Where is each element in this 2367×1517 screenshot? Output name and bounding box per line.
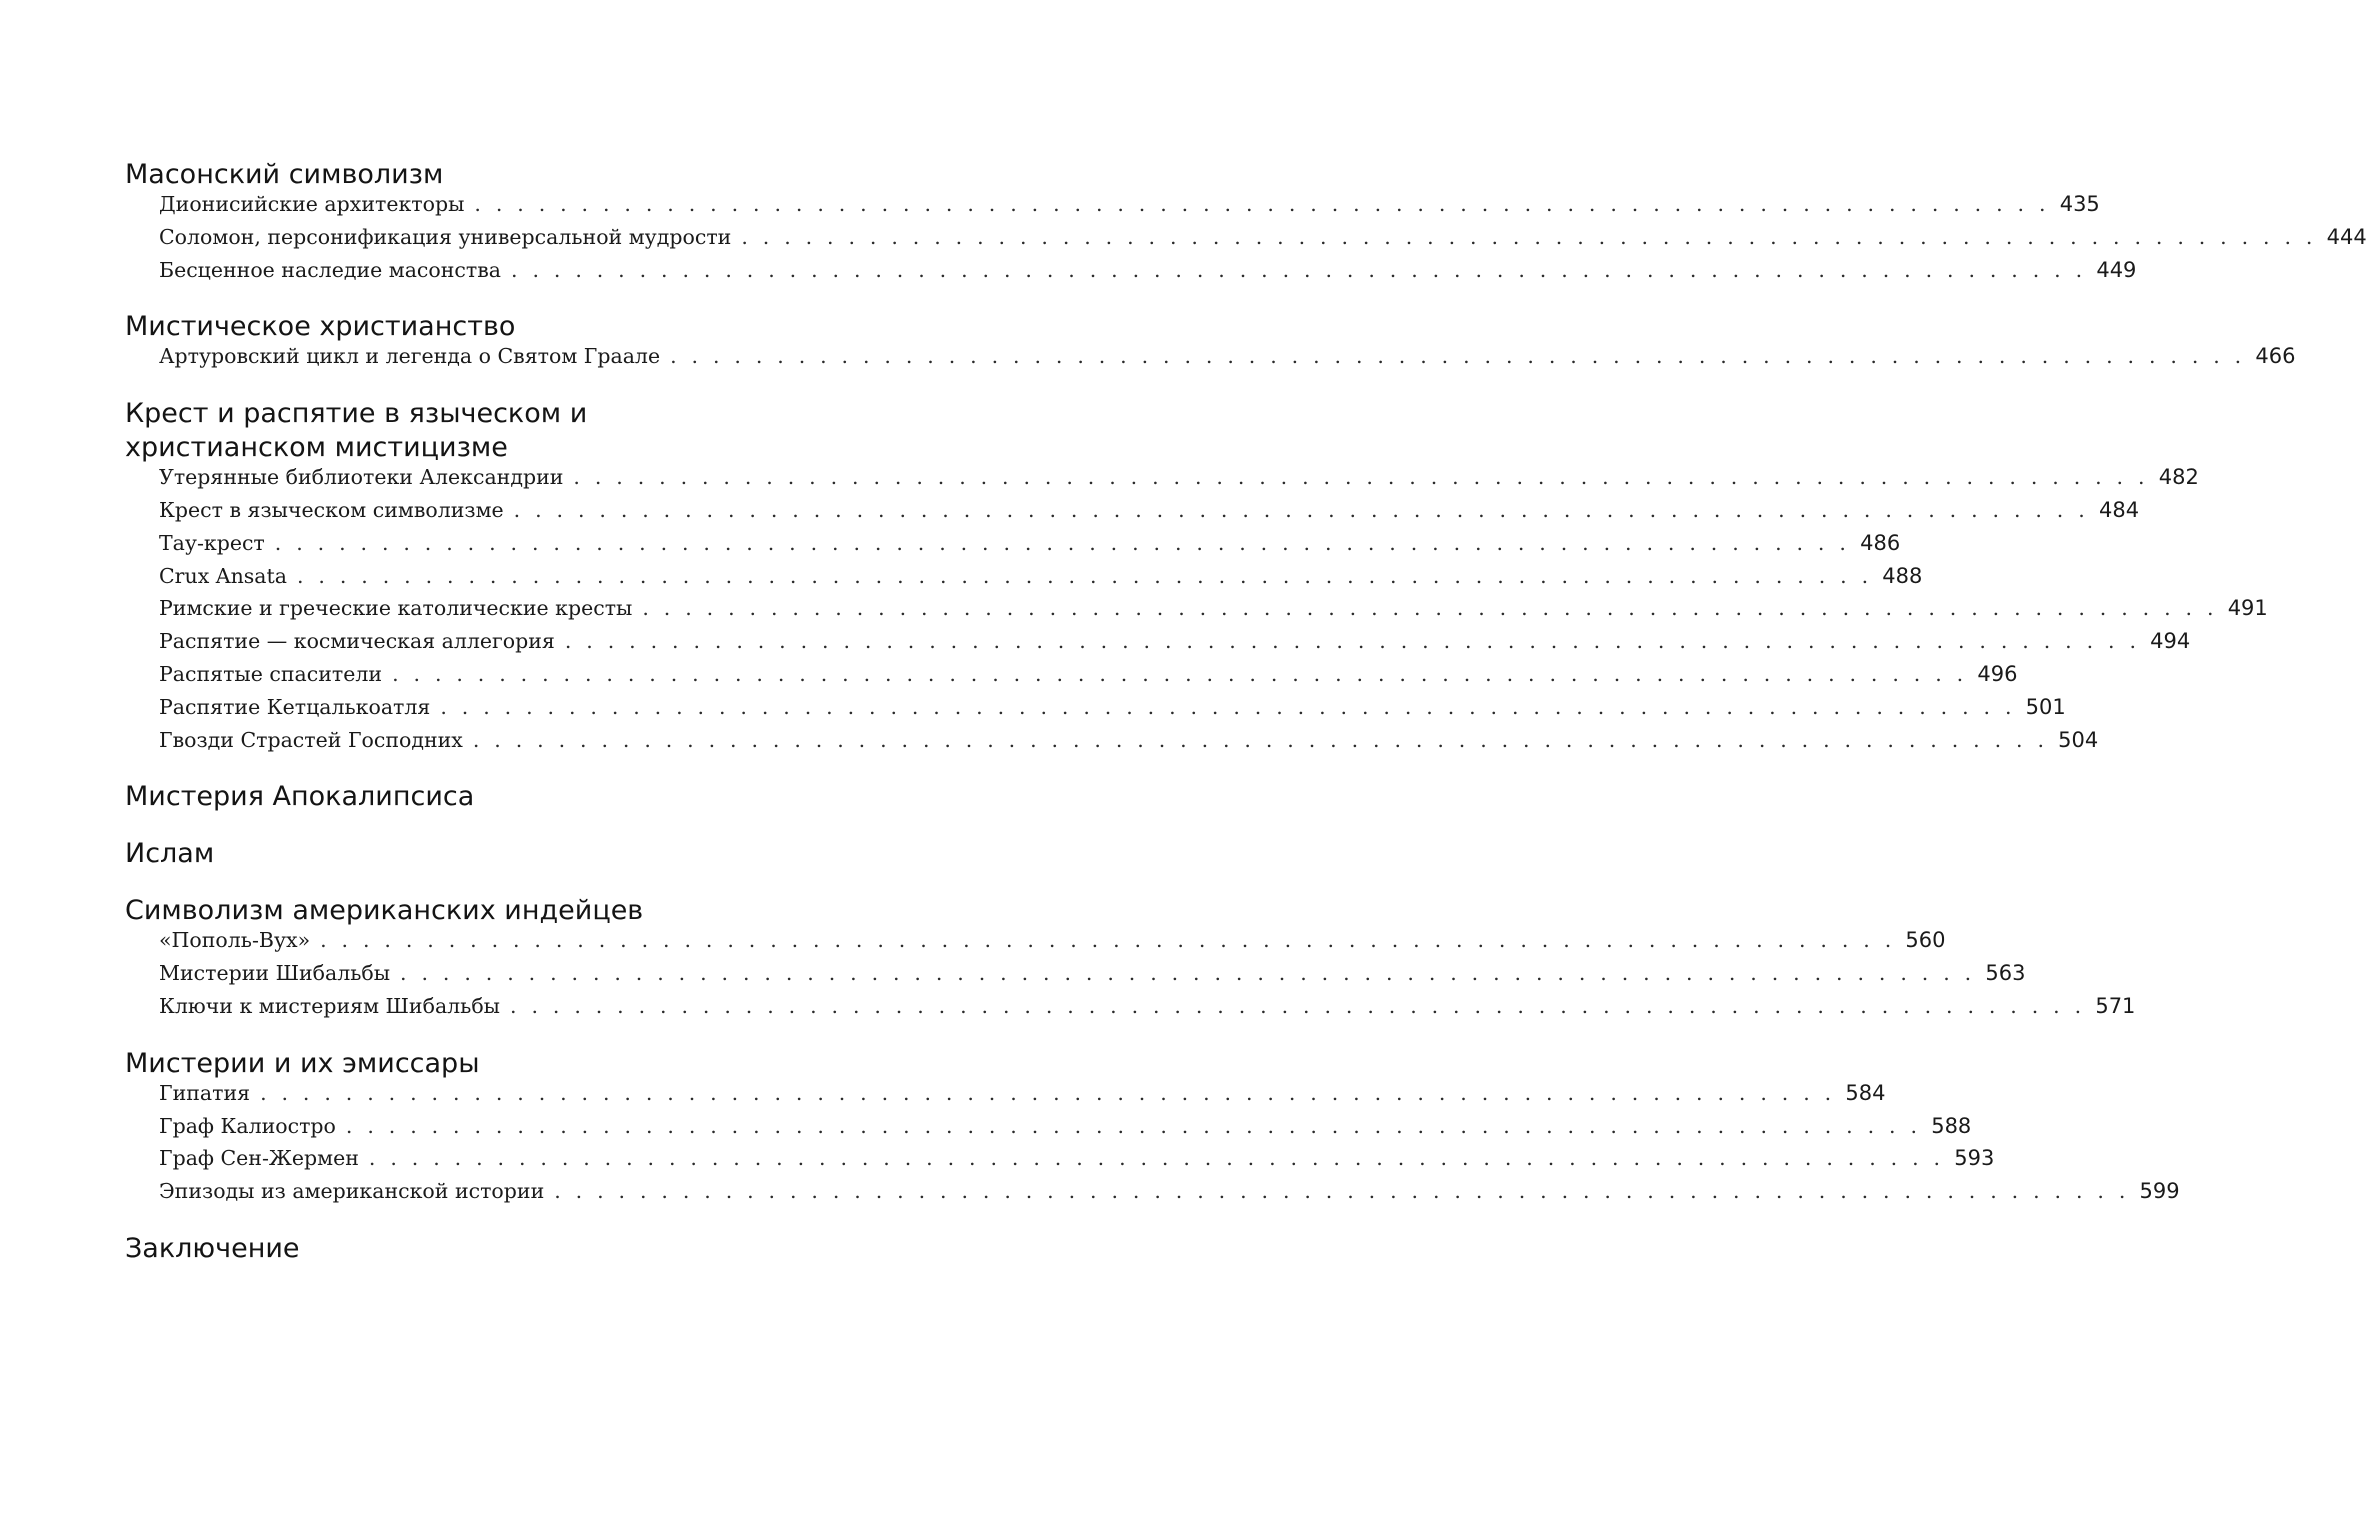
dot-leader: . . . . . . . . . . . . . . . . . . . . . . . . . . . . . . . . . . . . . . . . . . . . . . . . . . . . . . . . . . . . . . . . . . . . . . . . . . — [392, 661, 1968, 686]
page-number: 588 — [1931, 1113, 1972, 1138]
toc-entry — [159, 1080, 1886, 1114]
entry-title: Дионисийские архитекторы — [159, 192, 465, 216]
entry-title: Граф Калиостро — [159, 1113, 336, 1138]
dot-leader: . . . . . . . . . . . . . . . . . . . . . . . . . . . . . . . . . . . . . . . . . . . . . . . . . . . . . . . . . . . . . . . . . . . . . . . . . . — [670, 344, 2246, 369]
page-number: 491 — [2227, 596, 2268, 621]
section-title: Мистерии и их эмиссары — [125, 1047, 480, 1079]
toc-entry — [159, 1146, 1995, 1179]
page-number: 484 — [2098, 497, 2140, 522]
dot-leader: . . . . . . . . . . . . . . . . . . . . . . . . . . . . . . . . . . . . . . . . . . . . . . . . . . . . . . . . . . . . . . . . . . . . . . . . . . — [511, 257, 2087, 282]
entry-title: Эпизоды из американской истории — [159, 1179, 545, 1204]
entry-list — [159, 928, 2136, 1026]
section-title: Символизм американских индейцев — [125, 895, 644, 927]
section-title: Мистерия Апокалипсиса — [125, 781, 475, 813]
section-spacer — [125, 377, 829, 397]
toc-entry — [159, 465, 2199, 498]
dot-leader: . . . . . . . . . . . . . . . . . . . . . . . . . . . . . . . . . . . . . . . . . . . . . . . . . . . . . . . . . . . . . . . . . . . . . . . . . . — [274, 530, 1851, 555]
dot-leader: . . . . . . . . . . . . . . . . . . . . . . . . . . . . . . . . . . . . . . . . . . . . . . . . . . . . . . . . . . . . . . . . . . . . . . . . . . — [296, 563, 1873, 588]
toc-entry — [159, 993, 2136, 1027]
page-number: 593 — [1954, 1146, 1995, 1171]
toc-entry — [159, 1113, 1972, 1147]
dot-leader: . . . . . . . . . . . . . . . . . . . . . . . . . . . . . . . . . . . . . . . . . . . . . . . . . . . . . . . . . . . . . . . . . . . . . . . . . . — [440, 694, 2016, 719]
toc-entry — [159, 1179, 2180, 1212]
dot-leader: . . . . . . . . . . . . . . . . . . . . . . . . . . . . . . . . . . . . . . . . . . . . . . . . . . . . . . . . . . . . . . . . . . . . . . . . . . — [472, 727, 2049, 752]
toc-entry — [159, 224, 2367, 258]
entry-title: Крест в языческом символизме — [159, 497, 504, 522]
section-title: Ислам — [125, 838, 215, 870]
section-title: Заключение — [125, 1232, 300, 1264]
section-spacer — [125, 290, 829, 310]
toc-entry — [159, 661, 2018, 695]
dot-leader: . . . . . . . . . . . . . . . . . . . . . . . . . . . . . . . . . . . . . . . . . . . . . . . . . . . . . . . . . . . . . . . . . . . . . . . . . . — [474, 192, 2050, 216]
entry-title: Римские и греческие католические кресты — [159, 596, 633, 621]
toc-section — [125, 397, 2268, 760]
entry-title: Гвозди Страстей Господних — [159, 727, 463, 752]
dot-leader: . . . . . . . . . . . . . . . . . . . . . . . . . . . . . . . . . . . . . . . . . . . . . . . . . . . . . . . . . . . . . . . . . . . . . . . . . . — [513, 497, 2089, 522]
toc-section — [125, 310, 2296, 377]
page-number: 435 — [2059, 192, 2100, 216]
entry-title: Тау-крест — [159, 530, 265, 555]
section-spacer — [125, 760, 829, 780]
toc-entry — [159, 563, 1923, 597]
section-title: Мистическое христианство — [125, 311, 516, 343]
entry-list — [159, 1080, 2180, 1212]
toc-section — [125, 158, 2367, 290]
page-number: 486 — [1860, 530, 1901, 555]
entry-title: Распятие — космическая аллегория — [159, 629, 555, 654]
toc-entry — [159, 192, 2100, 225]
page-number: 482 — [2158, 465, 2199, 490]
page-number: 560 — [1905, 928, 1946, 953]
page-number: 504 — [2058, 727, 2099, 752]
page-number: 571 — [2095, 993, 2136, 1018]
toc-section — [125, 1232, 829, 1266]
toc-section — [125, 780, 829, 814]
section-spacer — [125, 814, 829, 837]
entry-title: Ключи к мистериям Шибальбы — [159, 993, 501, 1018]
toc-entry — [159, 596, 2268, 629]
entry-list — [159, 344, 2296, 377]
table-of-contents — [125, 158, 2367, 1266]
toc-entry — [159, 727, 2099, 761]
entry-title: «Пополь-Вух» — [159, 928, 311, 953]
dot-leader: . . . . . . . . . . . . . . . . . . . . . . . . . . . . . . . . . . . . . . . . . . . . . . . . . . . . . . . . . . . . . . . . . . . . . . . . . . — [741, 224, 2317, 249]
entry-title: Бесценное наследие масонства — [159, 257, 502, 282]
page-number: 584 — [1845, 1080, 1886, 1105]
toc-section — [125, 837, 829, 871]
section-spacer — [125, 871, 829, 894]
dot-leader: . . . . . . . . . . . . . . . . . . . . . . . . . . . . . . . . . . . . . . . . . . . . . . . . . . . . . . . . . . . . . . . . . . . . . . . . . . — [260, 1080, 1836, 1105]
dot-leader: . . . . . . . . . . . . . . . . . . . . . . . . . . . . . . . . . . . . . . . . . . . . . . . . . . . . . . . . . . . . . . . . . . . . . . . . . . — [320, 928, 1896, 953]
entry-title: Гипатия — [159, 1080, 251, 1105]
dot-leader: . . . . . . . . . . . . . . . . . . . . . . . . . . . . . . . . . . . . . . . . . . . . . . . . . . . . . . . . . . . . . . . . . . . . . . . . . . — [564, 629, 2141, 654]
dot-leader: . . . . . . . . . . . . . . . . . . . . . . . . . . . . . . . . . . . . . . . . . . . . . . . . . . . . . . . . . . . . . . . . . . . . . . . . . . — [400, 961, 1976, 986]
entry-title: Мистерии Шибальбы — [159, 961, 391, 986]
toc-section — [125, 894, 2136, 1026]
toc-entry — [159, 928, 1946, 961]
toc-entry — [159, 629, 2191, 662]
section-spacer — [125, 1212, 829, 1232]
entry-title: Утерянные библиотеки Александрии — [159, 465, 564, 490]
page-number: 444 — [2326, 224, 2367, 249]
entry-title: Распятые спасители — [159, 661, 383, 686]
page-number: 494 — [2150, 629, 2191, 654]
section-title: Масонский символизм — [125, 159, 444, 190]
entry-title: Артуровский цикл и легенда о Святом Граале — [159, 344, 661, 369]
entry-title: Crux Ansata — [159, 563, 287, 588]
toc-entry — [159, 961, 2026, 994]
entry-list — [159, 465, 2268, 760]
page-number: 563 — [1985, 961, 2026, 986]
entry-title: Распятие Кетцалькоатля — [159, 694, 431, 719]
page-number: 496 — [1977, 661, 2018, 686]
dot-leader: . . . . . . . . . . . . . . . . . . . . . . . . . . . . . . . . . . . . . . . . . . . . . . . . . . . . . . . . . . . . . . . . . . . . . . . . . . — [368, 1146, 1945, 1171]
page-number: 466 — [2255, 344, 2296, 369]
entry-title: Соломон, персонификация универсальной мудрости — [159, 224, 732, 249]
toc-entry — [159, 257, 2137, 291]
toc-entry — [159, 530, 1901, 564]
dot-leader: . . . . . . . . . . . . . . . . . . . . . . . . . . . . . . . . . . . . . . . . . . . . . . . . . . . . . . . . . . . . . . . . . . . . . . . . . . — [573, 465, 2149, 490]
toc-entry — [159, 344, 2296, 377]
entry-title: Граф Сен-Жермен — [159, 1146, 359, 1171]
page-number: 501 — [2025, 694, 2066, 719]
page-number: 599 — [2139, 1179, 2180, 1204]
entry-list — [159, 192, 2367, 290]
dot-leader: . . . . . . . . . . . . . . . . . . . . . . . . . . . . . . . . . . . . . . . . . . . . . . . . . . . . . . . . . . . . . . . . . . . . . . . . . . — [345, 1113, 1922, 1138]
section-title: Крест и распятие в языческом и христианском мистицизме — [125, 398, 588, 464]
page-number: 449 — [2096, 257, 2137, 282]
toc-entry — [159, 497, 2140, 531]
toc-entry — [159, 694, 2066, 728]
section-spacer — [125, 1027, 829, 1047]
dot-leader: . . . . . . . . . . . . . . . . . . . . . . . . . . . . . . . . . . . . . . . . . . . . . . . . . . . . . . . . . . . . . . . . . . . . . . . . . . — [642, 596, 2218, 621]
page-number: 488 — [1882, 563, 1923, 588]
dot-leader: . . . . . . . . . . . . . . . . . . . . . . . . . . . . . . . . . . . . . . . . . . . . . . . . . . . . . . . . . . . . . . . . . . . . . . . . . . — [510, 993, 2086, 1018]
dot-leader: . . . . . . . . . . . . . . . . . . . . . . . . . . . . . . . . . . . . . . . . . . . . . . . . . . . . . . . . . . . . . . . . . . . . . . . . . . — [554, 1179, 2130, 1204]
toc-section — [125, 1047, 2180, 1212]
